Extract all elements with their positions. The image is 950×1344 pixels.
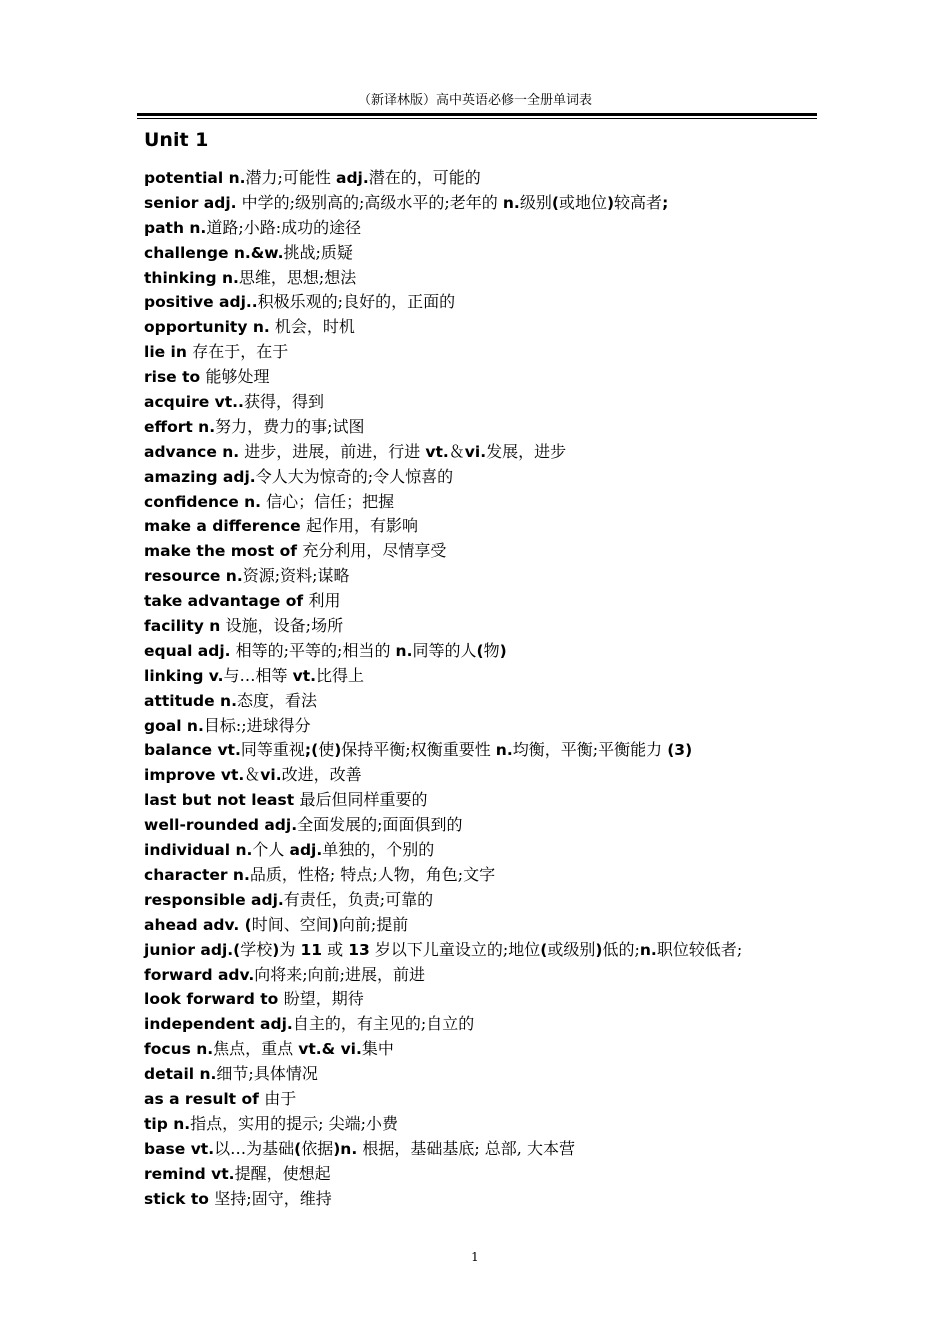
entry-definition: 细节;具体情况	[216, 1064, 318, 1084]
entry-definition: 中学的;级别高的;高级水平的;老年的	[236, 192, 503, 212]
entry-term: )	[272, 940, 280, 959]
entry-term: ;	[662, 193, 669, 212]
entry-term: make the most of	[144, 542, 303, 561]
header-rule-thin	[137, 118, 817, 119]
entry-term: equal adj.	[144, 641, 231, 660]
entry-term: challenge n.&w.	[144, 243, 284, 262]
vocab-entry	[144, 1162, 824, 1187]
entry-term: last but not least	[144, 791, 300, 810]
entry-term: n.	[495, 741, 513, 760]
entry-definition: 较高者	[614, 192, 663, 212]
vocab-entry	[144, 938, 824, 963]
entry-definition: 时间、空间	[251, 914, 332, 934]
entry-term: 13	[348, 940, 370, 959]
entry-term: path n.	[144, 218, 207, 237]
entry-term: ahead adv. (	[144, 915, 252, 934]
entry-term: senior adj.	[144, 193, 237, 212]
entry-definition: 令人大为惊奇的;令人惊喜的	[255, 466, 454, 486]
entry-definition: 职位较低者;	[656, 939, 743, 959]
entry-term: confidence n.	[144, 492, 262, 511]
vocab-entry	[144, 241, 824, 266]
vocab-entry	[144, 440, 824, 465]
vocab-entry	[144, 614, 824, 639]
entry-definition: 潜力;可能性	[245, 168, 336, 187]
vocab-entry	[144, 340, 824, 365]
vocab-entry	[144, 365, 824, 390]
entry-definition: 由于	[264, 1088, 297, 1108]
entry-term: (3)	[667, 741, 693, 760]
vocabulary-list	[144, 166, 824, 1211]
entry-term: adj.	[289, 841, 323, 860]
entry-term: individual n.	[144, 841, 253, 860]
entry-definition: 坚持;固守，维持	[214, 1188, 332, 1208]
entry-term: )n.	[333, 1139, 358, 1158]
entry-definition: 发展，进步	[486, 441, 567, 461]
entry-definition: 或地位	[558, 192, 607, 212]
entry-definition: 相等的;平等的;相当的	[230, 640, 396, 660]
entry-term: stick to	[144, 1189, 215, 1208]
entry-term: improve vt.	[144, 766, 245, 785]
entry-definition: ＆	[448, 441, 465, 461]
vocab-entry	[144, 813, 824, 838]
entry-term: well-rounded adj.	[144, 816, 298, 835]
entry-term: n.	[502, 193, 520, 212]
entry-term: ;(	[304, 741, 319, 760]
vocab-entry	[144, 714, 824, 739]
entry-term: resource n.	[144, 567, 243, 586]
entry-definition: 物	[483, 640, 500, 660]
entry-term: as a result of	[144, 1089, 265, 1108]
entry-term: take advantage of	[144, 592, 309, 611]
entry-term: n.	[639, 940, 657, 959]
vocab-entry	[144, 987, 824, 1012]
vocab-entry	[144, 465, 824, 490]
entry-definition: 资源;资料;谋略	[242, 566, 350, 586]
entry-definition: 同等的人	[412, 640, 477, 660]
entry-term: forward adv.	[144, 965, 255, 984]
entry-definition: 焦点，重点	[213, 1039, 299, 1059]
entry-term: (	[540, 940, 548, 959]
entry-term: make a difference	[144, 517, 307, 536]
vocab-entry	[144, 1112, 824, 1137]
vocab-entry	[144, 1062, 824, 1087]
entry-term: (	[476, 641, 484, 660]
entry-term: detail n.	[144, 1065, 217, 1084]
vocab-entry	[144, 266, 824, 291]
entry-term: n.	[395, 641, 413, 660]
page-number: 1	[471, 1250, 479, 1264]
vocab-entry	[144, 390, 824, 415]
vocab-entry	[144, 1012, 824, 1037]
entry-definition: 最后但同样重要的	[299, 790, 428, 810]
entry-definition: 提醒，使想起	[234, 1163, 331, 1183]
entry-definition: 学校	[240, 939, 273, 959]
entry-definition: 道路;小路:成功的途径	[206, 217, 362, 237]
entry-term: balance vt.	[144, 741, 241, 760]
entry-definition: 存在于，在于	[192, 342, 289, 362]
entry-definition: 低的;	[602, 939, 640, 959]
vocab-entry	[144, 1037, 824, 1062]
entry-definition: 为	[279, 939, 301, 959]
entry-term: effort n.	[144, 417, 216, 436]
entry-definition: 充分利用，尽情享受	[302, 541, 447, 561]
vocab-entry	[144, 689, 824, 714]
entry-term: vi.	[260, 766, 282, 785]
entry-definition: 岁以下儿童设立的;地位	[369, 939, 541, 959]
entry-definition: 指点，实用的提示; 尖端;小费	[190, 1113, 399, 1133]
vocab-entry	[144, 564, 824, 589]
entry-definition: 机会，时机	[269, 317, 355, 337]
unit-title: Unit 1	[144, 129, 209, 151]
entry-definition: 挑战;质疑	[283, 242, 353, 262]
vocab-entry	[144, 639, 824, 664]
entry-definition: 同等重视	[240, 740, 305, 760]
entry-term: goal n.	[144, 716, 204, 735]
entry-term: focus n.	[144, 1040, 214, 1059]
entry-definition: ＆	[244, 765, 261, 785]
vocab-entry	[144, 415, 824, 440]
entry-definition: 个人	[252, 840, 290, 860]
entry-term: )	[499, 641, 507, 660]
entry-term: )	[595, 940, 603, 959]
entry-definition: 潜在的，可能的	[368, 168, 481, 187]
vocab-entry	[144, 191, 824, 216]
vocab-entry	[144, 166, 824, 191]
entry-term: )	[606, 193, 615, 212]
entry-definition: 积极乐观的;良好的，正面的	[257, 292, 456, 312]
entry-term: independent adj.	[144, 1015, 293, 1034]
entry-definition: 目标:;进球得分	[203, 715, 311, 735]
entry-term: remind vt.	[144, 1164, 235, 1183]
vocab-entry	[144, 888, 824, 913]
entry-definition: 起作用，有影响	[306, 516, 419, 536]
entry-definition: 态度，看法	[236, 690, 317, 710]
vocab-entry	[144, 1137, 824, 1162]
entry-definition: 根据，基础基底; 总部, 大本营	[357, 1138, 575, 1158]
entry-term: responsible adj.	[144, 890, 284, 909]
entry-term: advance n.	[144, 442, 240, 461]
vocab-entry	[144, 514, 824, 539]
entry-term: character n.	[144, 865, 250, 884]
vocab-entry	[144, 963, 824, 988]
entry-definition: 能够处理	[205, 367, 270, 387]
vocab-entry	[144, 788, 824, 813]
running-header: （新译林版）高中英语必修一全册单词表	[357, 93, 592, 108]
entry-definition: 保持平衡;权衡重要性	[341, 740, 496, 760]
entry-definition: 与…相等	[223, 665, 293, 685]
entry-term: thinking n.	[144, 268, 239, 287]
entry-term: look forward to	[144, 990, 284, 1009]
entry-definition: 自主的，有主见的;自立的	[292, 1014, 475, 1034]
entry-definition: 获得，得到	[243, 392, 324, 412]
vocab-entry	[144, 1187, 824, 1212]
entry-term: 11	[300, 940, 323, 959]
entry-term: (	[551, 193, 559, 212]
vocab-entry	[144, 763, 824, 788]
entry-term: potential n.	[144, 169, 246, 187]
entry-definition: 以…为基础	[214, 1138, 295, 1158]
vocab-entry	[144, 315, 824, 340]
vocab-entry	[144, 290, 824, 315]
vocab-entry	[144, 490, 824, 515]
entry-term: amazing adj.	[144, 467, 256, 486]
entry-definition: 努力，费力的事;试图	[215, 416, 365, 436]
vocab-entry	[144, 539, 824, 564]
entry-definition: 信心；信任；把握	[261, 491, 395, 511]
entry-definition: 比得上	[316, 665, 365, 685]
entry-definition: 单独的，个别的	[322, 840, 435, 860]
header-rule-thick	[137, 113, 817, 116]
entry-definition: 思维，思想;想法	[238, 267, 357, 287]
entry-term: acquire vt..	[144, 393, 244, 412]
entry-definition: 向将来;向前;进展，前进	[254, 964, 426, 984]
entry-definition: 均衡，平衡;平衡能力	[512, 740, 668, 760]
entry-term: base vt.	[144, 1139, 215, 1158]
entry-term: tip n.	[144, 1114, 191, 1133]
entry-term: adj.	[336, 169, 369, 187]
vocab-entry	[144, 664, 824, 689]
entry-definition: 设施，设备;场所	[225, 616, 344, 636]
entry-term: vt.& vi.	[298, 1040, 362, 1059]
entry-definition: 依据	[301, 1138, 334, 1158]
entry-definition: 或	[322, 939, 349, 959]
entry-term: vi.	[464, 442, 487, 461]
entry-term: attitude n.	[144, 691, 237, 710]
entry-term: junior adj.(	[144, 940, 241, 959]
entry-definition: 使	[318, 740, 335, 760]
entry-term: linking v.	[144, 666, 224, 685]
entry-definition: 有责任，负责;可靠的	[283, 889, 434, 909]
entry-term: facility n	[144, 617, 226, 636]
vocab-entry	[144, 216, 824, 241]
entry-term: (	[294, 1139, 302, 1158]
entry-definition: 品质，性格; 特点;人物，角色;文字	[249, 864, 496, 884]
entry-definition: 利用	[308, 591, 341, 611]
vocab-entry	[144, 589, 824, 614]
entry-term: vt.	[425, 442, 449, 461]
entry-term: lie in	[144, 343, 193, 362]
entry-term: rise to	[144, 368, 206, 387]
entry-term: positive adj..	[144, 293, 258, 312]
entry-term: )	[334, 741, 342, 760]
entry-definition: 级别	[519, 192, 552, 212]
vocab-entry	[144, 838, 824, 863]
entry-definition: 全面发展的;面面俱到的	[297, 815, 463, 835]
entry-definition: 或级别	[547, 939, 596, 959]
vocab-entry	[144, 913, 824, 938]
entry-definition: 进步，进展，前进，行进	[239, 441, 426, 461]
entry-definition: 改进，改善	[281, 765, 362, 785]
entry-term: opportunity n.	[144, 318, 270, 337]
entry-term: vt.	[292, 666, 317, 685]
vocab-entry	[144, 1087, 824, 1112]
entry-term: )	[331, 915, 339, 934]
entry-definition: 集中	[361, 1039, 394, 1059]
vocab-entry	[144, 738, 824, 763]
entry-definition: 盼望，期待	[283, 989, 364, 1009]
entry-definition: 向前;提前	[338, 914, 409, 934]
vocab-entry	[144, 863, 824, 888]
